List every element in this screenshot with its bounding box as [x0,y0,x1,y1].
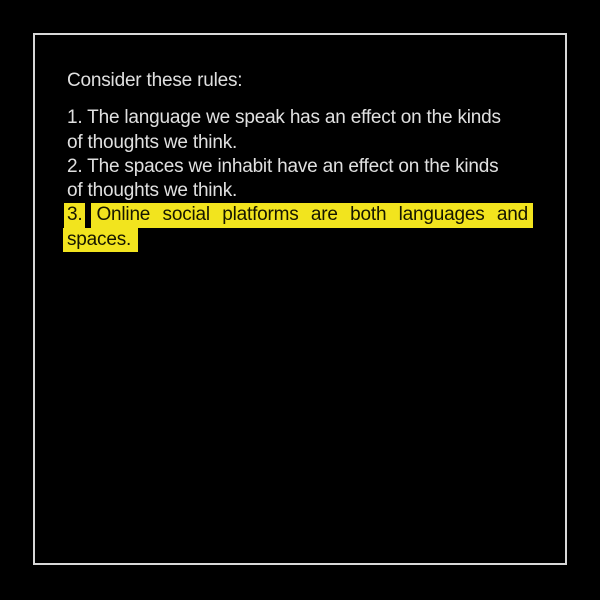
rule-2-line-1: 2. The spaces we inhabit have an effect on the kinds [67,155,499,177]
rule-3-highlight-text-2: spaces. [63,228,138,252]
rule-2-line-2: of thoughts we think. [67,180,238,202]
rule-1-line-1: 1. The language we speak has an effect on the kinds [67,107,501,129]
rule-3-highlight-text: Online social platforms are both languages and [91,203,533,227]
rules-list [67,106,533,252]
rule-3-line-2 [67,228,533,252]
rule-3-line-1 [67,203,533,227]
heading: Consider these rules: [67,70,243,91]
rule-3-number: 3. [64,203,85,227]
rule-1-line-2: of thoughts we think. [67,131,238,153]
text-content [67,69,533,252]
